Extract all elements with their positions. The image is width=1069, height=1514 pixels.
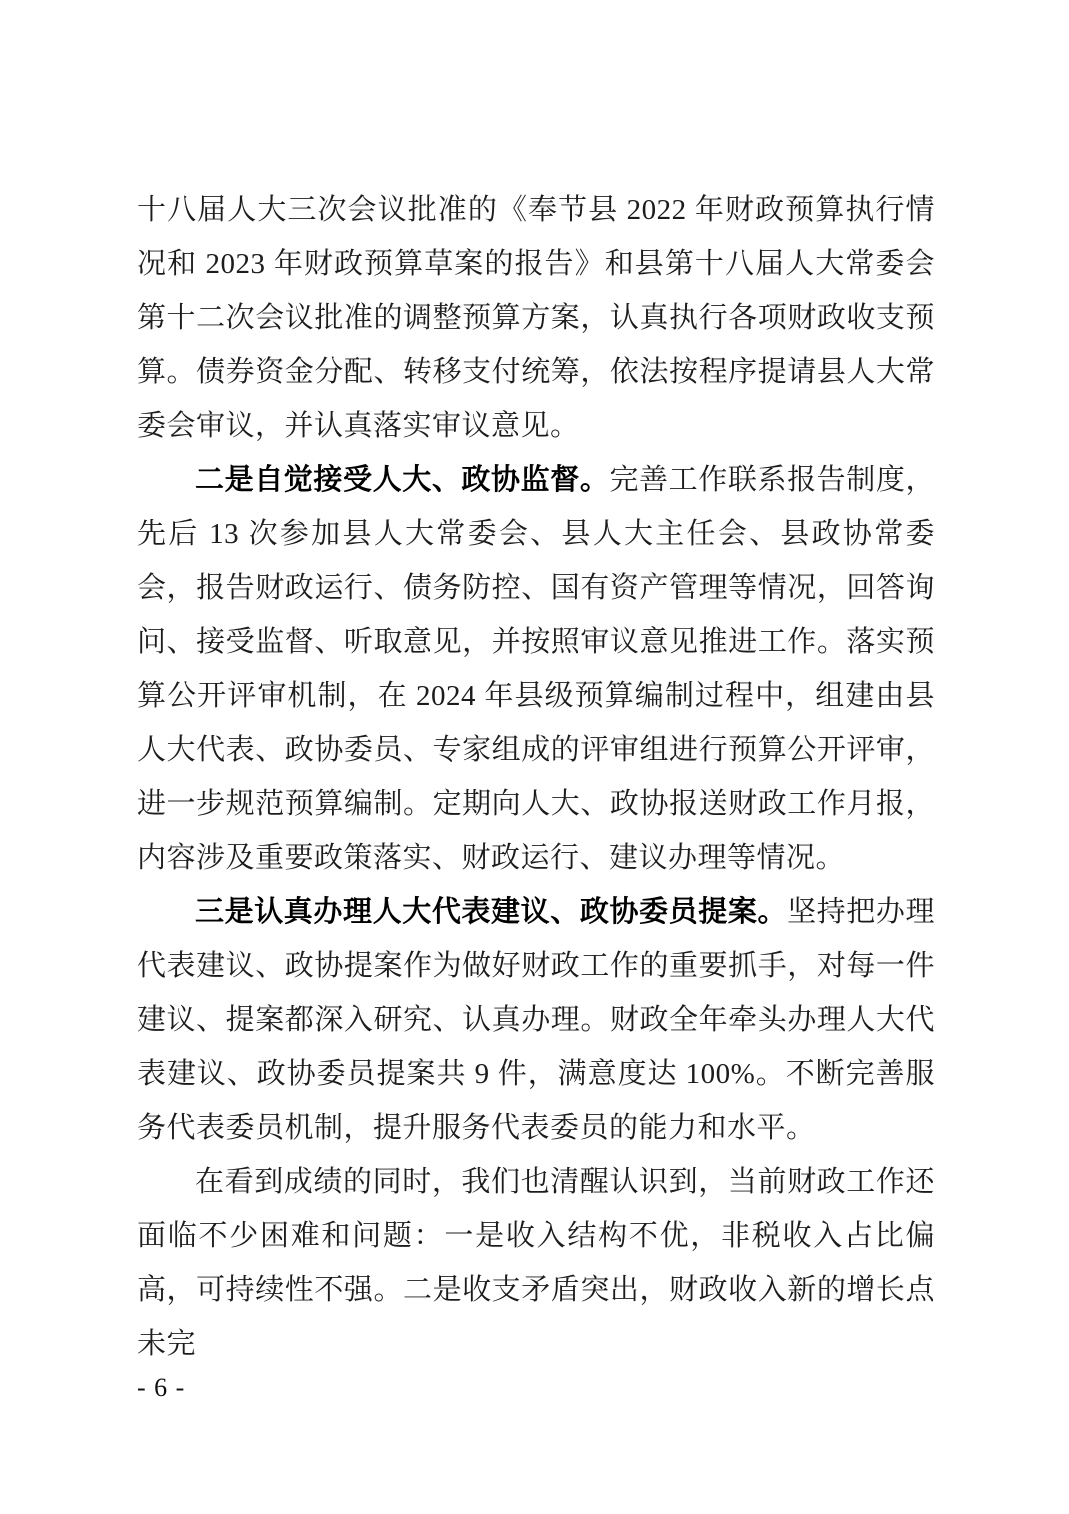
paragraph-body-text: 十八届人大三次会议批准的《奉节县 2022 年财政预算执行情况和 2023 年财政预算草案的报告》和县第十八届人大常委会第十二次会议批准的调整预算方案，认真执行各项财政收支预算。债券资金分配、转移支付统筹，依法按程序提请县人大常委会审议，并认真落实审议意见。 (137, 194, 935, 442)
paragraph (137, 1155, 935, 1371)
paragraph (137, 885, 935, 1155)
paragraph-lead-bold-text: 二是自觉接受人大、政协监督。 (195, 464, 610, 496)
paragraph-body-text: 完善工作联系报告制度，先后 13 次参加县人大常委会、县人大主任会、县政协常委会，报告财政运行、债务防控、国有资产管理等情况，回答询问、接受监督、听取意见，并按照审议意见推进工作。落实预算公开评审机制，在 2024 年县级预算编制过程中，组建由县人大代表、政协委员、专家组成的评审组进行预算公开评审，进一步规范预算编制。定期向人大、政协报送财政工作月报，内容涉及重要政策落实、财政运行、建议办理等情况。 (137, 464, 935, 874)
page-number: - 6 - (137, 1373, 186, 1402)
paragraph-body-text: 坚持把办理代表建议、政协提案作为做好财政工作的重要抓手，对每一件建议、提案都深入研究、认真办理。财政全年牵头办理人大代表建议、政协委员提案共 9 件，满意度达 100%。不断完善服务代表委员机制，提升服务代表委员的能力和水平。 (137, 896, 935, 1144)
paragraph (137, 453, 935, 885)
paragraph (137, 183, 935, 453)
paragraph-body-text: 在看到成绩的同时，我们也清醒认识到，当前财政工作还面临不少困难和问题：一是收入结构不优，非税收入占比偏高，可持续性不强。二是收支矛盾突出，财政收入新的增长点未完 (137, 1166, 935, 1360)
document-body (137, 183, 935, 1371)
paragraph-lead-bold-text: 三是认真办理人大代表建议、政协委员提案。 (195, 896, 788, 928)
